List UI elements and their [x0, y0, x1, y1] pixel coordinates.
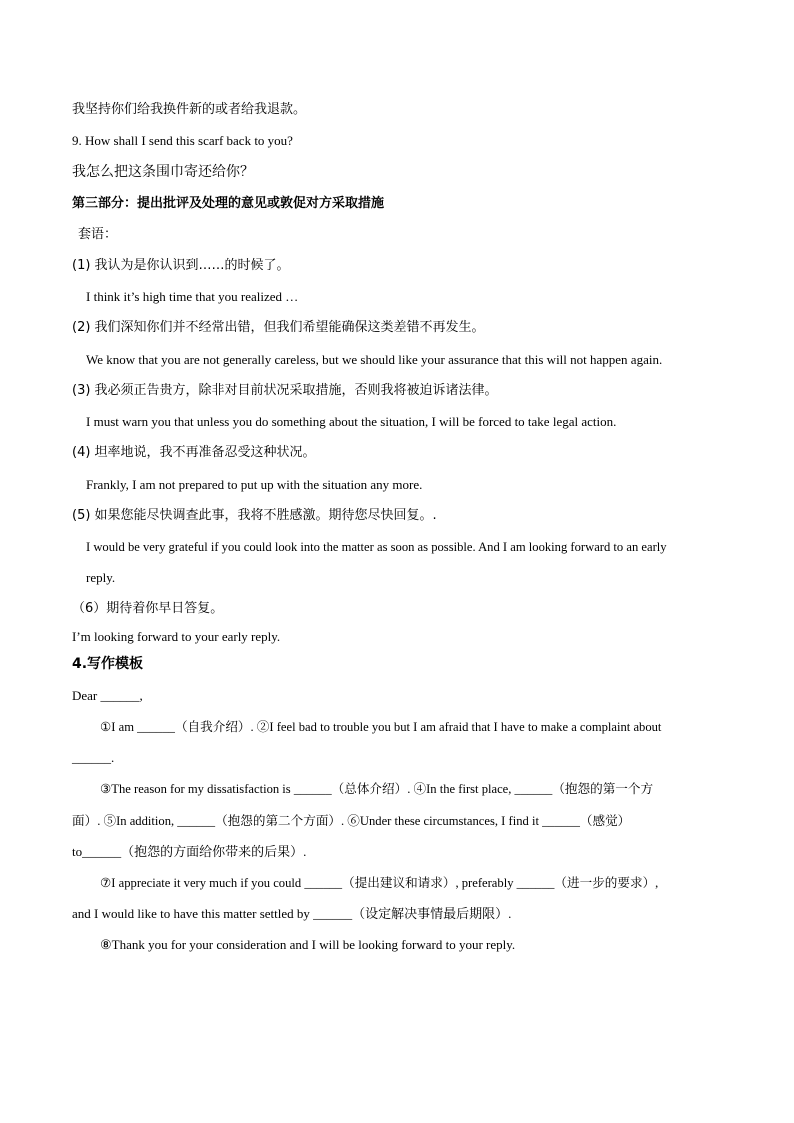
text-line: ①I am ______（自我介绍）. ②I feel bad to trouble you but I am afraid that I have to make a complaint about [100, 720, 662, 734]
text-line: Frankly, I am not prepared to put up with the situation any more. [86, 477, 423, 492]
text-line: ⑧Thank you for your consideration and I will be looking forward to your reply. [100, 937, 516, 952]
text-line: and I would like to have this matter settled by ______（设定解决事情最后期限）. [72, 906, 512, 921]
text-line: I would be very grateful if you could look into the matter as soon as possible. And I am looking forward to an early [86, 540, 667, 554]
text-line: I’m looking forward to your early reply. [72, 629, 281, 644]
text-line: ⑦I appreciate it very much if you could ______（提出建议和请求）, preferably ______（进一步的要求）, [100, 876, 659, 890]
text-line: Dear ______, [72, 688, 143, 703]
text-line: (3) 我必须正告贵方，除非对目前状况采取措施，否则我将被迫诉诸法律。 [72, 383, 498, 398]
text-line: ③The reason for my dissatisfaction is ______（总体介绍）. ④In the first place, ______（抱怨的第一个方 [100, 782, 654, 796]
text-line: reply. [86, 570, 116, 585]
section-heading: 4.写作模板 [72, 656, 144, 672]
text-line: 面）. ⑤In addition, ______（抱怨的第二个方面）. ⑥Under these circumstances, I find it ______（感觉） [72, 814, 631, 828]
text-line: （6）期待着你早日答复。 [72, 601, 224, 616]
text-line: ______. [72, 750, 115, 765]
text-line: to______（抱怨的方面给你带来的后果）. [72, 844, 307, 859]
text-line: I think it’s high time that you realized … [86, 289, 299, 304]
text-line: (5) 如果您能尽快调查此事，我将不胜感激。期待您尽快回复。. [72, 508, 437, 523]
text-line: (4) 坦率地说，我不再准备忍受这种状况。 [72, 445, 316, 460]
text-line: We know that you are not generally careless, but we should like your assurance that this will not happen again. [86, 352, 663, 367]
text-line: (2) 我们深知你们并不经常出错，但我们希望能确保这类差错不再发生。 [72, 320, 485, 335]
section-heading: 第三部分：提出批评及处理的意见或敦促对方采取措施 [72, 196, 385, 211]
text-line: 我怎么把这条围巾寄还给你？ [72, 164, 254, 180]
text-line: (1) 我认为是你认识到……的时候了。 [72, 258, 290, 273]
text-line: I must warn you that unless you do something about the situation, I will be forced to take legal action. [86, 414, 617, 429]
text-line: 我坚持你们给我换件新的或者给我退款。 [72, 102, 307, 117]
text-line: 9. How shall I send this scarf back to you? [72, 133, 293, 148]
text-line: 套语： [78, 227, 118, 242]
